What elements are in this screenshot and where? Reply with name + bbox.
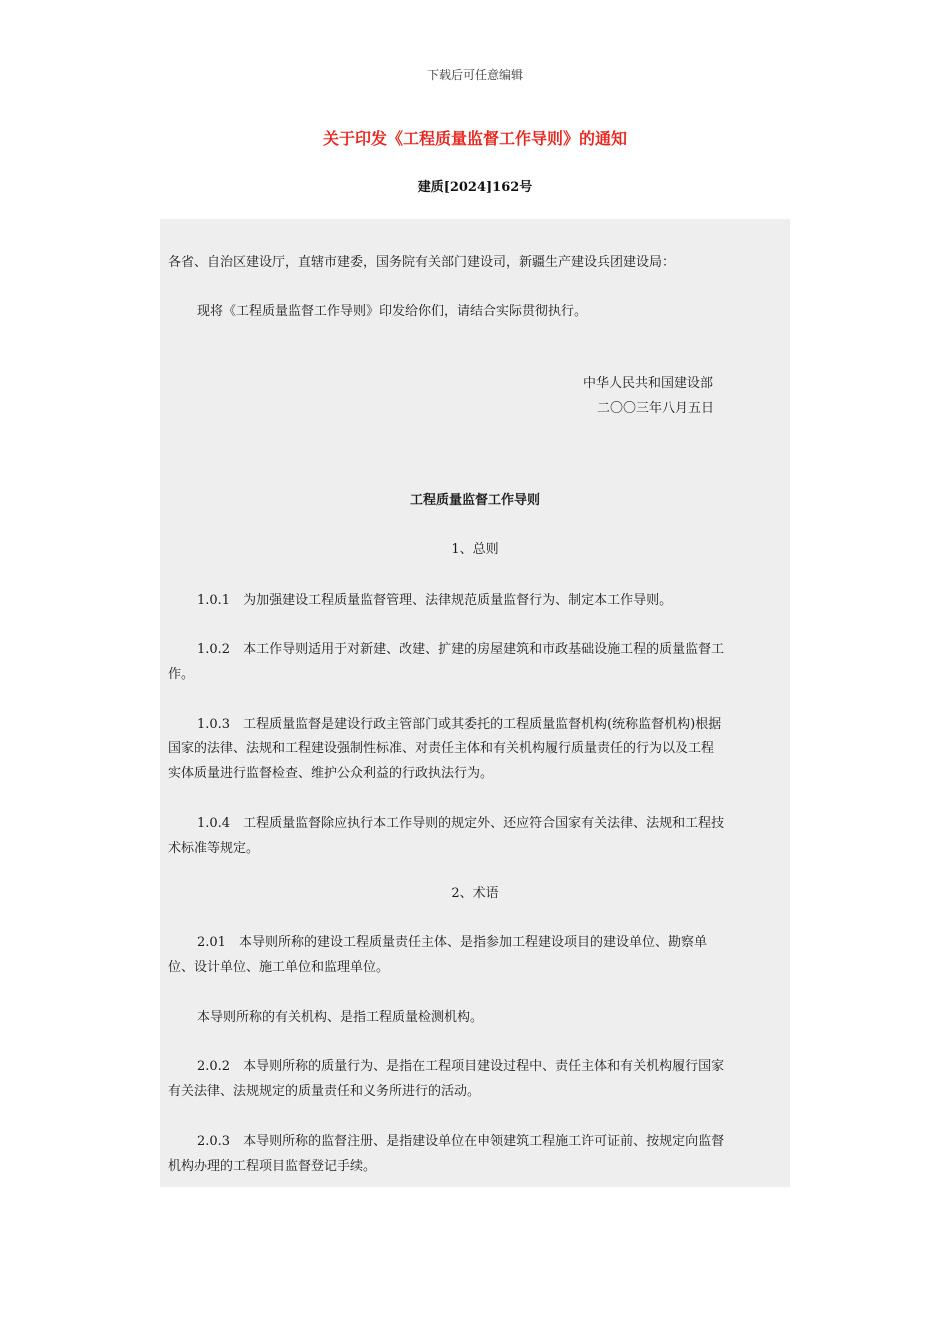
clause-1-0-2-line-1: 1.0.2 本工作导则适用于对新建、改建、扩建的房屋建筑和市政基础设施工程的质量监督工: [197, 642, 725, 657]
clause-2-01-line-2: 位、设计单位、施工单位和监理单位。: [168, 960, 390, 975]
notice-issuer: 中华人民共和国建设部: [583, 376, 714, 391]
section-2-heading: 2、术语: [451, 886, 499, 901]
clause-2-0-3-line-2: 机构办理的工程项目监督登记手续。: [168, 1159, 377, 1174]
notice-recipients: 各省、自治区建设厅，直辖市建委，国务院有关部门建设司，新疆生产建设兵团建设局：: [168, 255, 676, 270]
clause-1-0-3-line-2: 国家的法律、法规和工程建设强制性标准、对责任主体和有关机构履行质量责任的行为以及工程: [168, 741, 715, 756]
document-title: 关于印发《工程质量监督工作导则》的通知: [322, 129, 627, 148]
clause-1-0-1: 1.0.1 为加强建设工程质量监督管理、法律规范质量监督行为、制定本工作导则。: [197, 593, 673, 608]
clause-2-0-2-line-1: 2.0.2 本导则所称的质量行为、是指在工程项目建设过程中、责任主体和有关机构履行国家: [197, 1059, 725, 1074]
header-note: 下载后可任意编辑: [426, 68, 523, 82]
clause-2-0-3-line-1: 2.0.3 本导则所称的监督注册、是指建设单位在申领建筑工程施工许可证前、按规定向监督: [197, 1134, 725, 1149]
document-number: 建质[2024]162号: [417, 180, 533, 195]
content-panel: [160, 219, 790, 1187]
clause-1-0-3-line-3: 实体质量进行监督检查、维护公众利益的行政执法行为。: [168, 766, 494, 781]
guideline-title: 工程质量监督工作导则: [409, 493, 540, 508]
clause-2-0-2-line-2: 有关法律、法规规定的质量责任和义务所进行的活动。: [168, 1084, 481, 1099]
notice-date: 二〇〇三年八月五日: [597, 401, 715, 416]
section-1-heading: 1、总则: [451, 542, 499, 557]
clause-2-01-extra: 本导则所称的有关机构、是指工程质量检测机构。: [197, 1010, 484, 1025]
clause-1-0-4-line-1: 1.0.4 工程质量监督除应执行本工作导则的规定外、还应符合国家有关法律、法规和工程技: [197, 816, 725, 831]
notice-body: 现将《工程质量监督工作导则》印发给你们，请结合实际贯彻执行。: [197, 304, 588, 319]
clause-1-0-2-line-2: 作。: [168, 667, 195, 682]
clause-1-0-4-line-2: 术标准等规定。: [168, 841, 260, 856]
clause-1-0-3-line-1: 1.0.3 工程质量监督是建设行政主管部门或其委托的工程质量监督机构(统称监督机构)根据: [197, 717, 722, 732]
clause-2-01-line-1: 2.01 本导则所称的建设工程质量责任主体、是指参加工程建设项目的建设单位、勘察单: [197, 935, 707, 950]
